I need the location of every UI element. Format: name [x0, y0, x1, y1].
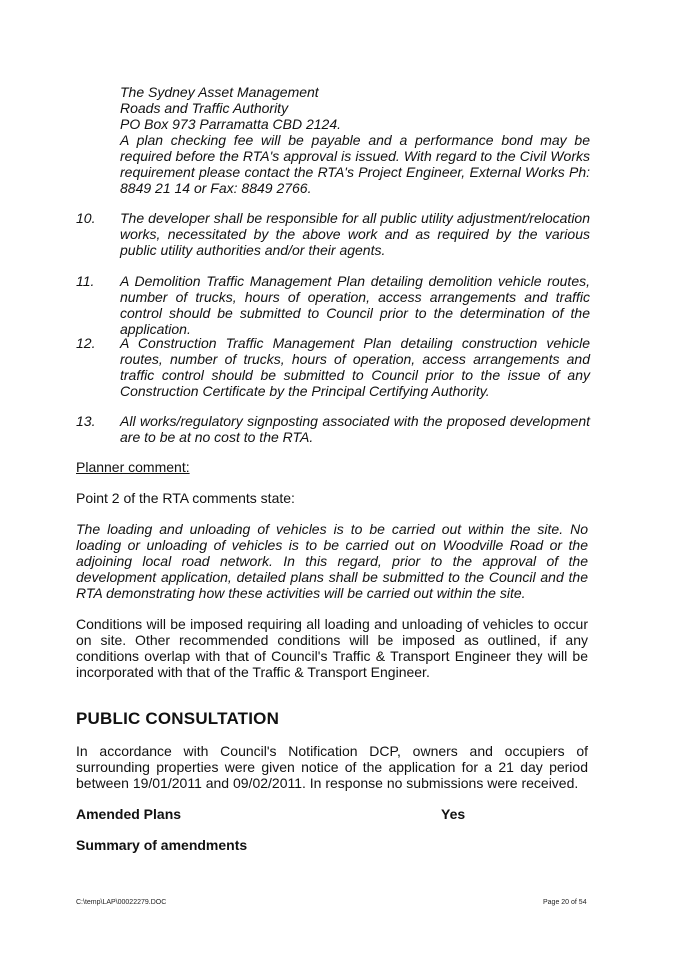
- rta-quote: The loading and unloading of vehicles is to be carried out within the site. No loading or unloading of vehicles is to be carried out on Woodville Road or the adjoining local road network. In this regard, prior to the approval of the development application, detailed plans shall be submitted to the Council and the RTA demonstrating how these activities will be carried out within the site.: [76, 521, 588, 601]
- condition-number: 13.: [76, 413, 96, 429]
- planner-comment-heading: Planner comment:: [76, 459, 190, 475]
- amended-plans-value: Yes: [441, 806, 466, 822]
- condition-item: [76, 335, 590, 399]
- planner-conclusion: Conditions will be imposed requiring all loading and unloading of vehicles to occur on site. Other recommended conditions will be imposed as outlined, if any conditions overlap with that of Council's Traffic & Transport Engineer they will be incorporated with that of the Traffic & Transport Engineer.: [76, 616, 588, 680]
- condition-text: A Construction Traffic Management Plan detailing construction vehicle routes, number of trucks, hours of operation, access arrangements and traffic control should be submitted to Council prior to the issue of any Construction Certificate by the Principal Certifying Authority.: [120, 335, 590, 399]
- condition-text: A Demolition Traffic Management Plan detailing demolition vehicle routes, number of trucks, hours of operation, access arrangements and traffic control should be submitted to Council prior to the determination of the application.: [120, 273, 590, 337]
- footer-file-path: C:\temp\LAP\00022279.DOC: [76, 899, 167, 906]
- condition-number: 12.: [76, 335, 96, 351]
- public-consultation-heading: PUBLIC CONSULTATION: [76, 709, 280, 728]
- condition-number: 11.: [76, 273, 95, 289]
- address-line-3: PO Box 973 Parramatta CBD 2124.: [120, 116, 341, 132]
- planner-intro: Point 2 of the RTA comments state:: [76, 490, 295, 506]
- condition-text: All works/regulatory signposting associated with the proposed development are to be at no cost to the RTA.: [120, 413, 590, 445]
- condition-number: 10.: [76, 210, 96, 226]
- condition-item: [76, 210, 590, 258]
- consultation-text: In accordance with Council's Notification DCP, owners and occupiers of surrounding properties were given notice of the application for a 21 day period between 19/01/2011 and 09/02/2011. In response no submissions were received.: [76, 743, 588, 791]
- summary-of-amendments-label: Summary of amendments: [76, 837, 248, 853]
- address-line-2: Roads and Traffic Authority: [120, 100, 289, 116]
- condition-item: [76, 273, 590, 337]
- amended-plans-label: Amended Plans: [76, 806, 182, 822]
- plan-checking-fee-note: A plan checking fee will be payable and a performance bond may be required before the RTA's approval is issued. With regard to the Civil Works requirement please contact the RTA's Project Engineer, External Works Ph: 8849 21 14 or Fax: 8849 2766.: [120, 132, 590, 196]
- condition-item: [76, 413, 590, 445]
- condition-text: The developer shall be responsible for all public utility adjustment/relocation works, necessitated by the above work and as required by the various public utility authorities and/or their agents.: [120, 210, 590, 258]
- rta-address-block: [120, 84, 590, 196]
- footer-page-number: Page 20 of 54: [543, 899, 587, 906]
- address-line-1: The Sydney Asset Management: [120, 84, 319, 100]
